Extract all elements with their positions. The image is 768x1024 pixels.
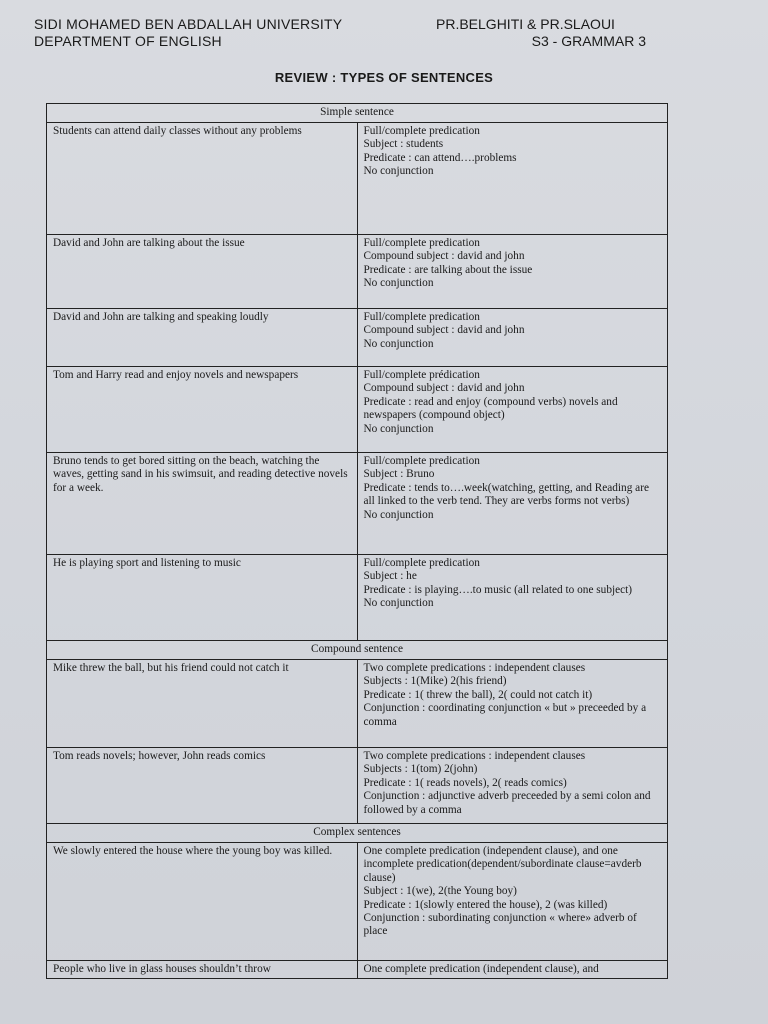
analysis-cell — [357, 367, 668, 453]
table-row — [47, 235, 668, 309]
table-row — [47, 555, 668, 641]
analysis-line: Compound subject : david and john — [363, 324, 525, 337]
sentence-cell: Mike threw the ball, but his friend could not catch it — [47, 660, 358, 748]
table-row — [47, 660, 668, 748]
analysis-cell — [357, 453, 668, 555]
analysis-cell — [357, 309, 668, 367]
analysis-line: Two complete predications : independent clauses — [363, 662, 586, 674]
sentence-cell: David and John are talking and speaking loudly — [47, 309, 358, 367]
analysis-line: Predicate : are talking about the issue — [363, 263, 533, 276]
analysis-line: Predicate : 1( threw the ball), 2( could not catch it) — [363, 688, 593, 701]
analysis-line: No conjunction — [363, 508, 434, 521]
analysis-line: Compound subject : david and john — [363, 382, 525, 395]
analysis-cell — [357, 660, 668, 748]
sentence-cell: Bruno tends to get bored sitting on the beach, watching the waves, getting sand in his swimsuit, and reading detective novels for a week. — [47, 453, 358, 555]
sentence-types-table — [46, 103, 668, 979]
analysis-line: Subjects : 1(tom) 2(john) — [363, 763, 478, 776]
department-name: DEPARTMENT OF ENGLISH — [34, 33, 222, 49]
analysis-line: Conjunction : coordinating conjunction « but » preceeded by a comma — [363, 702, 647, 728]
analysis-line: Predicate : is playing….to music (all related to one subject) — [363, 583, 633, 596]
analysis-line: Subject : Bruno — [363, 468, 435, 481]
analysis-line: No conjunction — [363, 277, 434, 290]
analysis-line: Subject : he — [363, 570, 417, 583]
analysis-line: Subject : students — [363, 138, 444, 151]
analysis-cell — [357, 843, 668, 961]
analysis-cell — [357, 748, 668, 824]
analysis-line: Full/complete predication — [363, 311, 480, 323]
analysis-line: No conjunction — [363, 337, 434, 350]
sentence-cell: We slowly entered the house where the young boy was killed. — [47, 843, 358, 961]
analysis-line: One complete predication (independent clause), and one incomplete predication(dependent/subordinate clause=avderb clause) — [363, 845, 642, 884]
analysis-line: Conjunction : subordinating conjunction « where» adverb of place — [363, 912, 637, 938]
analysis-line: Conjunction : adjunctive adverb preceeded by a semi colon and followed by a comma — [363, 790, 651, 816]
professors-name: PR.BELGHITI & PR.SLAOUI — [436, 16, 615, 32]
analysis-line: Full/complete prédication — [363, 369, 480, 381]
sentence-cell: David and John are talking about the issue — [47, 235, 358, 309]
analysis-line: Full/complete predication — [363, 455, 480, 467]
analysis-cell — [357, 123, 668, 235]
course-name: S3 - GRAMMAR 3 — [531, 33, 646, 49]
table-row — [47, 309, 668, 367]
section-header-row — [47, 824, 668, 843]
analysis-line: One complete predication (independent clause), and — [363, 963, 599, 975]
section-heading: Complex sentences — [47, 824, 668, 843]
table-row — [47, 843, 668, 961]
analysis-line: Predicate : can attend….problems — [363, 151, 517, 164]
analysis-cell — [357, 961, 668, 979]
analysis-line: Full/complete predication — [363, 557, 480, 569]
analysis-line: Full/complete predication — [363, 237, 480, 249]
table-row — [47, 453, 668, 555]
sentence-cell: People who live in glass houses shouldn’t throw — [47, 961, 358, 979]
university-name: SIDI MOHAMED BEN ABDALLAH UNIVERSITY — [34, 16, 343, 32]
sentence-cell: He is playing sport and listening to music — [47, 555, 358, 641]
analysis-line: Compound subject : david and john — [363, 250, 525, 263]
analysis-cell — [357, 555, 668, 641]
analysis-line: Predicate : 1( reads novels), 2( reads comics) — [363, 776, 567, 789]
analysis-line: Predicate : 1(slowly entered the house), 2 (was killed) — [363, 898, 608, 911]
analysis-line: Predicate : read and enjoy (compound verbs) novels and newspapers (compound object) — [363, 395, 618, 422]
analysis-cell — [357, 235, 668, 309]
analysis-line: Full/complete predication — [363, 125, 480, 137]
table-row — [47, 123, 668, 235]
analysis-line: Two complete predications : independent clauses — [363, 750, 586, 762]
analysis-line: No conjunction — [363, 165, 434, 178]
table-row — [47, 748, 668, 824]
section-heading: Compound sentence — [47, 641, 668, 660]
sentence-cell: Tom and Harry read and enjoy novels and newspapers — [47, 367, 358, 453]
sentence-cell: Tom reads novels; however, John reads comics — [47, 748, 358, 824]
analysis-line: No conjunction — [363, 422, 434, 435]
header-right — [436, 16, 646, 50]
table-row — [47, 367, 668, 453]
sentence-cell: Students can attend daily classes without any problems — [47, 123, 358, 235]
section-header-row — [47, 641, 668, 660]
analysis-line: Subjects : 1(Mike) 2(his friend) — [363, 675, 507, 688]
header-left — [34, 16, 342, 50]
analysis-line: Predicate : tends to….week(watching, getting, and Reading are all linked to the verb tend. They are verbs forms not verbs) — [363, 481, 649, 508]
analysis-line: No conjunction — [363, 597, 434, 610]
section-heading: Simple sentence — [47, 104, 668, 123]
page-title: REVIEW : TYPES OF SENTENCES — [274, 70, 494, 85]
table-row — [47, 961, 668, 979]
section-header-row — [47, 104, 668, 123]
analysis-line: Subject : 1(we), 2(the Young boy) — [363, 885, 517, 898]
